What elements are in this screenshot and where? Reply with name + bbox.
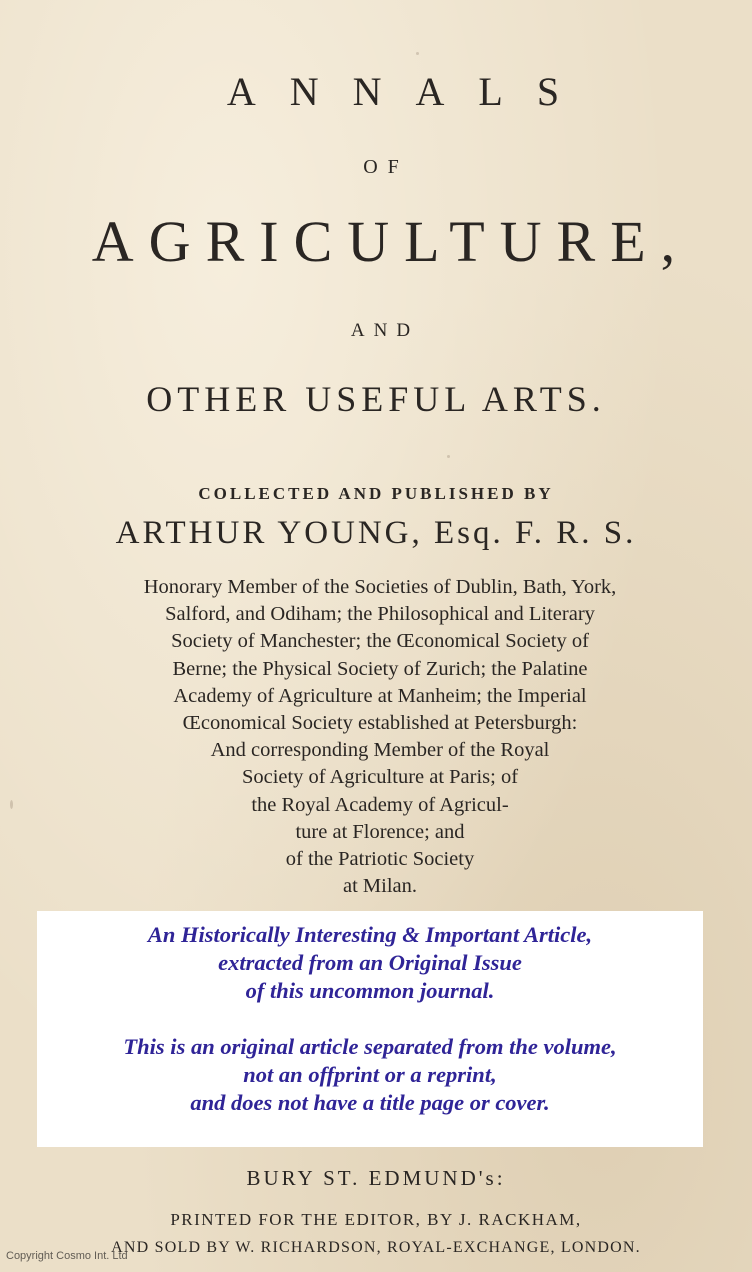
title-of: OF: [363, 156, 409, 178]
imprint-printed-for: PRINTED FOR THE EDITOR, BY J. RACKHAM,: [170, 1210, 582, 1229]
title-agriculture: AGRICULTURE,: [91, 209, 691, 274]
honorary-line: Society of Manchester; the Œconomical Society of: [171, 630, 589, 653]
imprint-place: BURY ST. EDMUND's:: [246, 1166, 506, 1190]
author-name: ARTHUR YOUNG, Esq. F. R. S.: [115, 515, 637, 551]
honorary-line: of the Patriotic Society: [285, 848, 475, 871]
paper-speck: [10, 800, 13, 809]
honorary-line: Berne; the Physical Society of Zurich; the Palatine: [172, 657, 588, 680]
seller-notice-box: [37, 911, 703, 1147]
collected-by-label: COLLECTED AND PUBLISHED BY: [198, 484, 554, 503]
notice-line: An Historically Interesting & Important Article,: [147, 922, 593, 947]
honorary-line: the Royal Academy of Agricul-: [251, 793, 509, 816]
title-annals: ANNALS: [226, 69, 594, 114]
notice-line: This is an original article separated from the volume,: [123, 1034, 617, 1059]
honorary-line: Salford, and Odiham; the Philosophical and Literary: [165, 603, 595, 626]
honorary-line: Œconomical Society established at Petersburgh:: [182, 712, 578, 735]
honorary-line: Honorary Member of the Societies of Dublin, Bath, York,: [143, 576, 617, 598]
copyright-watermark: Copyright Cosmo Int. Ltd: [6, 1250, 128, 1262]
notice-line: of this uncommon journal.: [245, 978, 495, 1003]
honorary-line: at Milan.: [342, 875, 417, 898]
title-and: AND: [350, 320, 420, 341]
notice-line: not an offprint or a reprint,: [243, 1062, 497, 1087]
honorary-line: Academy of Agriculture at Manheim; the Imperial: [173, 684, 587, 707]
paper-speck: [447, 455, 450, 458]
imprint-sold-by: AND SOLD BY W. RICHARDSON, ROYAL-EXCHANGE, LONDON.: [111, 1239, 641, 1256]
paper-speck: [416, 52, 419, 55]
title-other-useful-arts: OTHER USEFUL ARTS.: [146, 379, 606, 419]
honorary-line: Society of Agriculture at Paris; of: [241, 766, 519, 789]
honorary-line: And corresponding Member of the Royal: [210, 739, 550, 762]
honorary-memberships: [40, 574, 720, 900]
notice-line: and does not have a title page or cover.: [190, 1090, 550, 1115]
honorary-line: ture at Florence; and: [295, 820, 465, 843]
notice-line: extracted from an Original Issue: [218, 950, 522, 975]
